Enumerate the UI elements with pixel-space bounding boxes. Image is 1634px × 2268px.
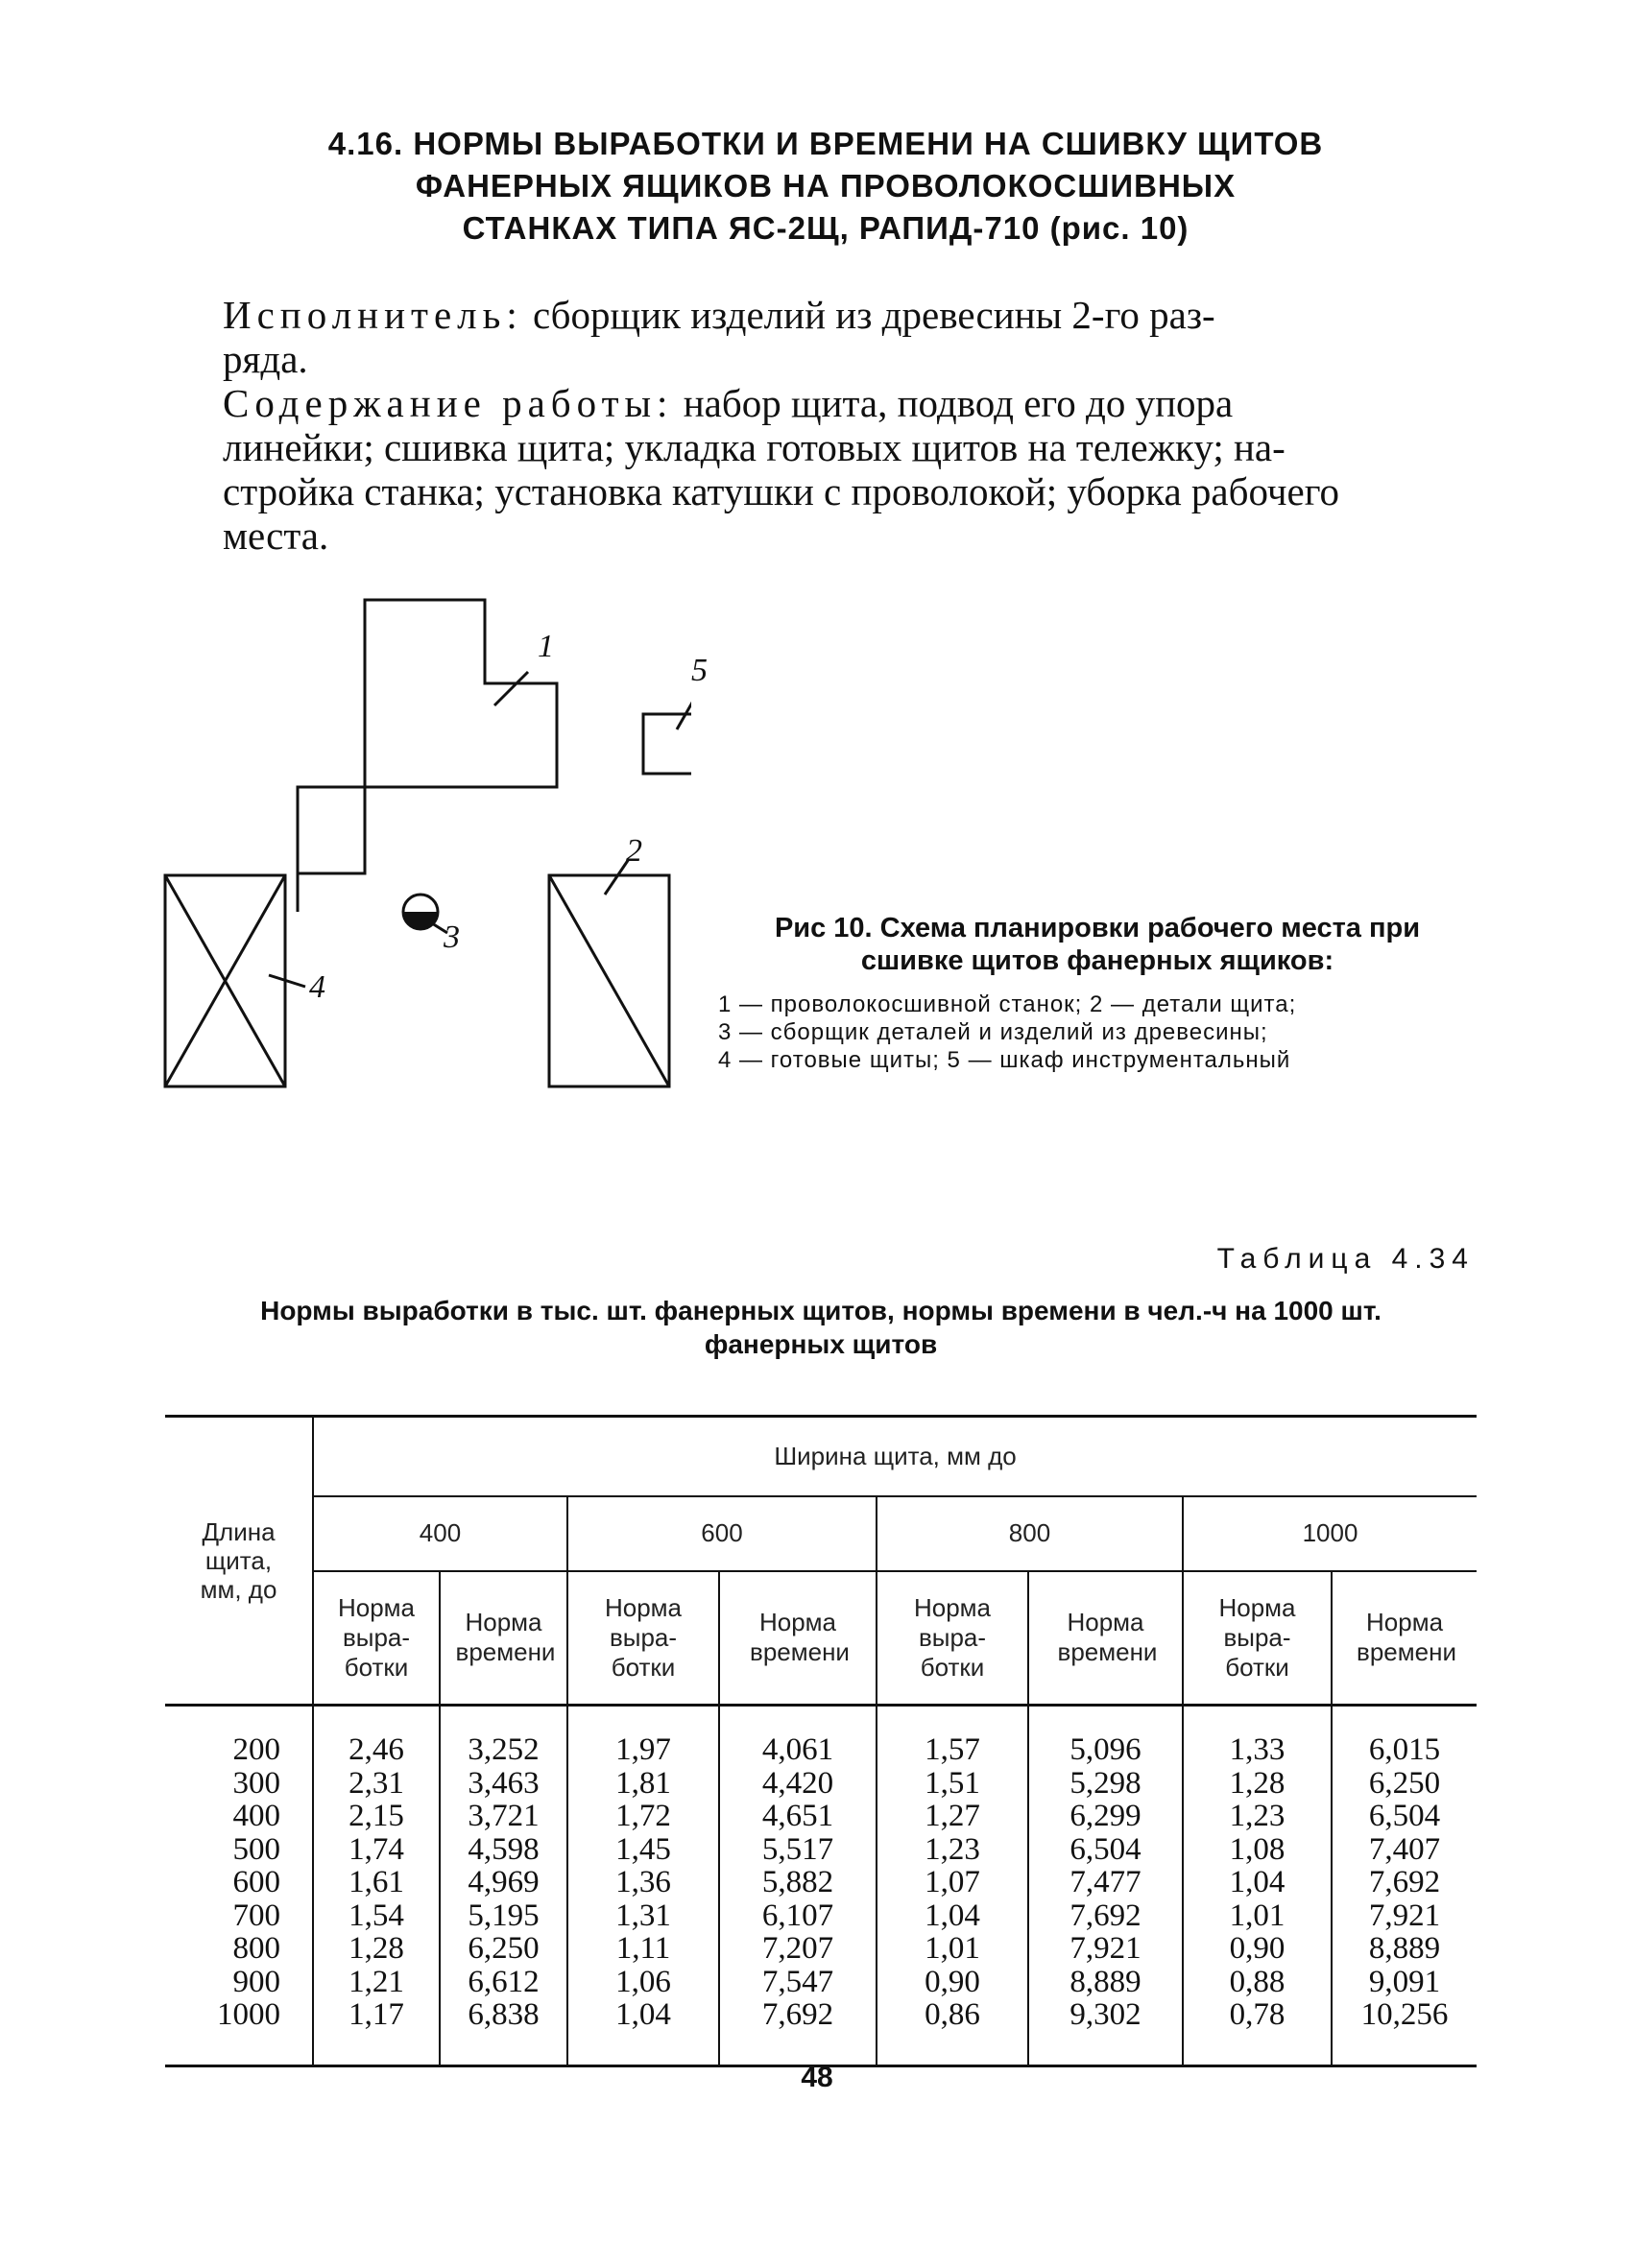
output-norm-value: 1,33 — [1229, 1732, 1286, 1767]
executor-label: Исполнитель: — [223, 293, 523, 337]
output-norm-value: 0,78 — [1229, 1997, 1286, 2032]
section-title-line: ФАНЕРНЫХ ЯЩИКОВ НА ПРОВОЛОКОСШИВНЫХ — [415, 168, 1237, 203]
output-norm-value: 1,28 — [1229, 1765, 1286, 1801]
length-header — [165, 1417, 313, 1706]
time-norm-value: 8,889 — [1368, 1931, 1441, 1966]
work-content-paragraph — [223, 381, 1482, 558]
time-norm-value: 3,463 — [468, 1765, 540, 1801]
time-norm-value: 7,547 — [761, 1964, 834, 1999]
output-norm-value: 1,04 — [1229, 1865, 1286, 1899]
work-content-text-cont: стройка станка; установка катушки с проволокой; уборка рабочего — [223, 469, 1340, 513]
output-norm-value: 1,36 — [615, 1865, 671, 1899]
time-norm-value: 5,882 — [761, 1865, 834, 1899]
output-norm-header-text: Норма выра- ботки — [604, 1592, 683, 1682]
table-number: Таблица 4.34 — [1216, 1243, 1475, 1275]
length-value: 700 — [232, 1898, 280, 1933]
data-column — [440, 1706, 567, 2066]
output-norm-value: 1,23 — [925, 1831, 980, 1867]
length-value: 800 — [232, 1931, 280, 1966]
workplace-layout-diagram — [154, 595, 691, 1094]
time-norm-value: 6,250 — [1368, 1765, 1441, 1801]
output-norm-value: 1,28 — [348, 1931, 404, 1966]
time-norm-value: 6,838 — [468, 1997, 540, 2032]
output-norm-value: 1,51 — [925, 1765, 980, 1801]
length-value: 500 — [232, 1831, 280, 1867]
output-norm-header — [1183, 1571, 1332, 1706]
output-norm-value: 0,90 — [925, 1964, 980, 1999]
output-norm-value: 1,81 — [615, 1765, 671, 1801]
time-norm-value: 4,420 — [761, 1765, 834, 1801]
output-norm-value: 1,21 — [348, 1964, 404, 1999]
executor-text-cont: ряда. — [223, 337, 308, 381]
stitching-machine-shape — [298, 600, 557, 912]
width-header: 1000 — [1183, 1496, 1477, 1571]
caption-legend-line: 3 — сборщик деталей и изделий из древесины; — [718, 1019, 1268, 1045]
output-norm-value: 1,08 — [1229, 1831, 1286, 1867]
output-norm-value: 1,01 — [925, 1931, 980, 1966]
time-norm-value: 6,504 — [1368, 1799, 1441, 1833]
output-norm-value: 1,04 — [615, 1997, 671, 2032]
width-header: 400 — [313, 1496, 567, 1571]
diagram-label-1: 1 — [538, 629, 554, 664]
time-norm-header-text: Норма времени — [750, 1608, 850, 1667]
time-norm-value: 6,612 — [468, 1964, 540, 1999]
time-norm-value: 5,096 — [1069, 1732, 1141, 1767]
output-norm-header — [313, 1571, 440, 1706]
time-norm-header — [440, 1571, 567, 1706]
output-norm-value: 0,86 — [925, 1997, 980, 2032]
executor-paragraph — [223, 293, 1482, 381]
time-norm-value: 9,091 — [1368, 1964, 1441, 1999]
data-column — [1332, 1706, 1477, 2066]
length-value: 600 — [232, 1865, 280, 1899]
time-norm-value: 6,504 — [1069, 1831, 1141, 1867]
time-norm-value: 7,921 — [1368, 1898, 1441, 1933]
output-norm-value: 1,23 — [1229, 1799, 1286, 1833]
work-content-text: набор щита, подвод его до упора — [673, 381, 1234, 425]
length-header-text: Длина щита, мм, до — [200, 1517, 277, 1604]
output-norm-value: 2,31 — [348, 1765, 404, 1801]
time-norm-value: 7,921 — [1069, 1931, 1141, 1966]
time-norm-value: 5,298 — [1069, 1765, 1141, 1801]
time-norm-value: 9,302 — [1069, 1997, 1141, 2032]
output-norm-value: 1,27 — [925, 1799, 980, 1833]
time-norm-value: 5,517 — [761, 1831, 834, 1867]
section-title — [154, 123, 1498, 250]
output-norm-value: 1,72 — [615, 1799, 671, 1833]
caption-legend — [718, 991, 1477, 1074]
output-norm-header — [877, 1571, 1028, 1706]
time-norm-value: 6,015 — [1368, 1732, 1441, 1767]
output-norm-header-text: Норма выра- ботки — [1218, 1592, 1296, 1682]
length-value: 1000 — [217, 1997, 280, 2032]
figure-caption — [718, 912, 1477, 1074]
length-column — [165, 1706, 313, 2066]
width-header: 600 — [567, 1496, 877, 1571]
output-norm-value: 1,11 — [615, 1931, 671, 1966]
time-norm-value: 4,969 — [468, 1865, 540, 1899]
output-norm-value: 1,06 — [615, 1964, 671, 1999]
table-title — [163, 1294, 1478, 1361]
time-norm-value: 3,721 — [468, 1799, 540, 1833]
caption-title-line: сшивке щитов фанерных ящиков: — [860, 945, 1334, 976]
length-value: 400 — [232, 1799, 280, 1833]
output-norm-value: 1,07 — [925, 1865, 980, 1899]
data-column — [877, 1706, 1028, 2066]
time-norm-value: 4,598 — [468, 1831, 540, 1867]
caption-legend-line: 1 — проволокосшивной станок; 2 — детали щита; — [718, 991, 1297, 1017]
tool-cabinet-shape — [643, 714, 691, 774]
diagram-label-4: 4 — [309, 969, 325, 1005]
time-norm-header-text: Норма времени — [455, 1608, 556, 1667]
caption-title-line: Рис 10. Схема планировки рабочего места при — [774, 913, 1421, 943]
data-column — [1183, 1706, 1332, 2066]
time-norm-value: 6,299 — [1069, 1799, 1141, 1833]
time-norm-value: 3,252 — [468, 1732, 540, 1767]
time-norm-value: 10,256 — [1360, 1997, 1449, 2032]
table-body-row — [165, 1706, 1477, 2066]
data-column — [1028, 1706, 1183, 2066]
output-norm-value: 1,31 — [615, 1898, 671, 1933]
width-header: 800 — [877, 1496, 1183, 1571]
data-column — [719, 1706, 877, 2066]
time-norm-header — [1028, 1571, 1183, 1706]
output-norm-header-text: Норма выра- ботки — [913, 1592, 992, 1682]
output-norm-value: 1,97 — [615, 1732, 671, 1767]
time-norm-value: 7,692 — [761, 1997, 834, 2032]
output-norm-value: 1,45 — [615, 1831, 671, 1867]
time-norm-value: 5,195 — [468, 1898, 540, 1933]
section-title-line: 4.16. НОРМЫ ВЫРАБОТКИ И ВРЕМЕНИ НА СШИВКУ ЩИТОВ — [327, 126, 1324, 161]
data-column — [313, 1706, 440, 2066]
time-norm-header — [719, 1571, 877, 1706]
table-title-line: Нормы выработки в тыс. шт. фанерных щитов, нормы времени в чел.-ч на 1000 шт. — [260, 1296, 1382, 1325]
norms-table — [165, 1415, 1477, 2067]
time-norm-value: 7,692 — [1368, 1865, 1441, 1899]
output-norm-header — [567, 1571, 719, 1706]
time-norm-value: 7,477 — [1069, 1865, 1141, 1899]
time-norm-value: 4,061 — [761, 1732, 834, 1767]
diagram-label-5: 5 — [691, 653, 708, 688]
time-norm-value: 4,651 — [761, 1799, 834, 1833]
time-norm-value: 6,250 — [468, 1931, 540, 1966]
executor-text: сборщик изделий из древесины 2-го раз- — [522, 293, 1215, 337]
output-norm-value: 1,54 — [348, 1898, 404, 1933]
time-norm-header-text: Норма времени — [1057, 1608, 1158, 1667]
data-column — [567, 1706, 719, 2066]
work-content-text-cont: линейки; сшивка щита; укладка готовых щитов на тележку; на- — [223, 425, 1286, 469]
time-norm-value: 7,207 — [761, 1931, 834, 1966]
time-norm-value: 8,889 — [1069, 1964, 1141, 1999]
output-norm-value: 1,61 — [348, 1865, 404, 1899]
output-norm-value: 1,01 — [1229, 1898, 1286, 1933]
page-number: 48 — [801, 2062, 833, 2093]
time-norm-value: 7,692 — [1069, 1898, 1141, 1933]
diagram-label-3: 3 — [444, 919, 460, 955]
length-value: 200 — [232, 1732, 280, 1767]
caption-legend-line: 4 — готовые щиты; 5 — шкаф инструментальный — [718, 1047, 1291, 1073]
section-title-line: СТАНКАХ ТИПА ЯС-2Щ, РАПИД-710 (рис. 10) — [462, 210, 1189, 246]
output-norm-value: 1,74 — [348, 1831, 404, 1867]
output-norm-value: 2,15 — [348, 1799, 404, 1833]
output-norm-value: 1,17 — [348, 1997, 404, 2032]
table-title-line: фанерных щитов — [704, 1329, 938, 1359]
time-norm-value: 7,407 — [1368, 1831, 1441, 1867]
diagram-label-2: 2 — [626, 833, 642, 869]
width-group-header: Ширина щита, мм до — [313, 1417, 1477, 1496]
length-value: 300 — [232, 1765, 280, 1801]
output-norm-value: 2,46 — [348, 1732, 404, 1767]
output-norm-value: 1,04 — [925, 1898, 980, 1933]
output-norm-value: 1,57 — [925, 1732, 980, 1767]
output-norm-value: 0,88 — [1229, 1964, 1286, 1999]
work-content-label: Содержание работы: — [223, 381, 674, 425]
length-value: 900 — [232, 1964, 280, 1999]
work-content-text-cont: места. — [223, 513, 329, 558]
time-norm-header — [1332, 1571, 1477, 1706]
time-norm-header-text: Норма времени — [1357, 1608, 1456, 1667]
output-norm-value: 0,90 — [1229, 1931, 1286, 1966]
time-norm-value: 6,107 — [761, 1898, 834, 1933]
worker-symbol — [403, 895, 447, 933]
output-norm-header-text: Норма выра- ботки — [337, 1592, 416, 1682]
